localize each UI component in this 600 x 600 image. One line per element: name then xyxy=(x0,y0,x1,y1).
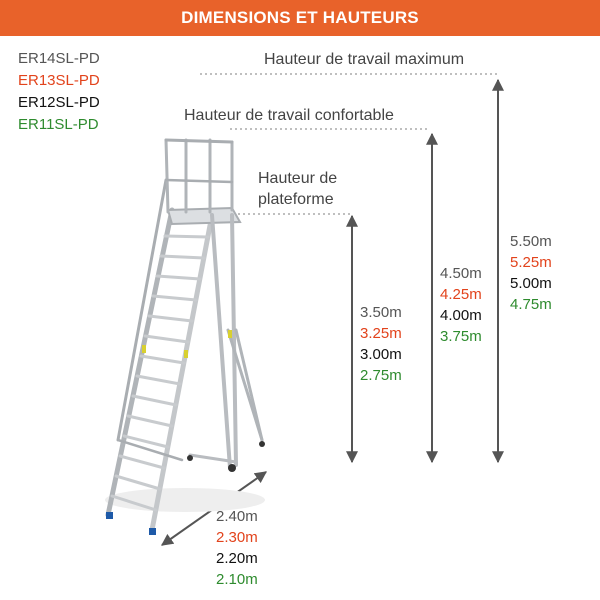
length-er14: 2.40m xyxy=(216,508,258,525)
platform-height-er11: 2.75m xyxy=(360,367,402,384)
model-er13: ER13SL-PD xyxy=(18,72,100,89)
platform-height-er12: 3.00m xyxy=(360,346,402,363)
platform-height-er14: 3.50m xyxy=(360,304,402,321)
ladder-illustration xyxy=(105,140,265,535)
comfort-height-er14: 4.50m xyxy=(440,265,482,282)
platform-height-label-line1: Hauteur de xyxy=(258,170,338,187)
max-height-er14: 5.50m xyxy=(510,233,552,250)
platform-height-label-line2: plateforme xyxy=(258,191,334,208)
length-er12: 2.20m xyxy=(216,550,258,567)
model-er14: ER14SL-PD xyxy=(18,50,100,67)
max-height-er12: 5.00m xyxy=(510,275,552,292)
max-height-er13: 5.25m xyxy=(510,254,552,271)
platform-height-er13: 3.25m xyxy=(360,325,402,342)
model-er11: ER11SL-PD xyxy=(18,116,99,133)
comfort-height-er11: 3.75m xyxy=(440,328,482,345)
length-er11: 2.10m xyxy=(216,571,258,588)
model-er12: ER12SL-PD xyxy=(18,94,100,111)
comfort-work-height-label: Hauteur de travail confortable xyxy=(184,107,394,124)
banner-title: DIMENSIONS ET HAUTEURS xyxy=(181,8,419,27)
max-work-height-label: Hauteur de travail maximum xyxy=(264,51,465,68)
max-height-er11: 4.75m xyxy=(510,296,552,313)
comfort-height-er12: 4.00m xyxy=(440,307,482,324)
comfort-height-er13: 4.25m xyxy=(440,286,482,303)
length-er13: 2.30m xyxy=(216,529,258,546)
